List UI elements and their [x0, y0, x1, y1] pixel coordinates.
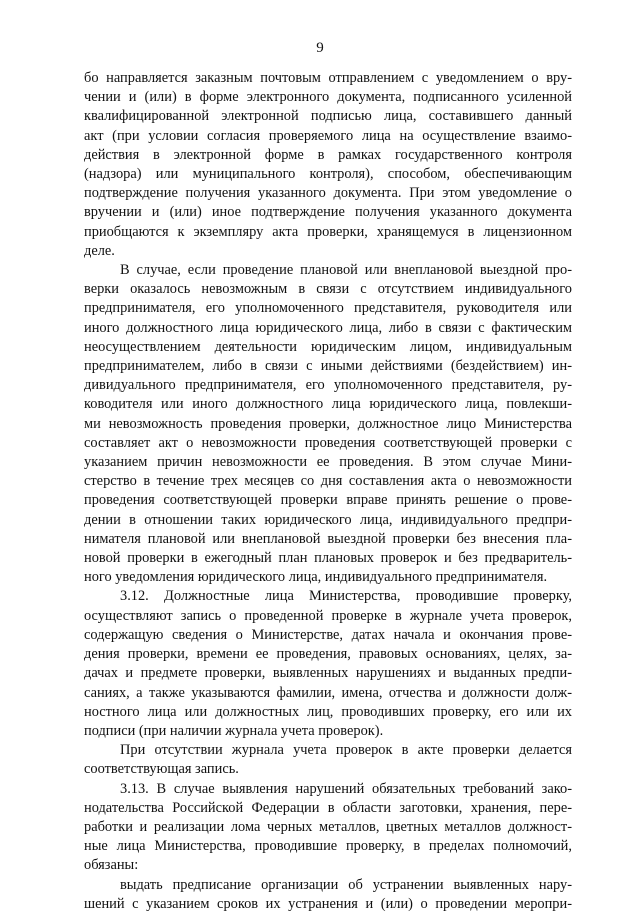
text-line: квалифицированной электронной подписью лица, составившего данный: [84, 108, 572, 125]
text-line: неосуществлением деятельности юридическим лицом, индивидуальным: [84, 338, 572, 355]
text-line: стерство в течение трех месяцев со дня составления акта о невозможности: [84, 473, 572, 490]
text-line: действия в электронной форме в рамках государственного контроля: [84, 146, 572, 163]
text-line: саниях, а также указываются фамилии, имена, отчества и должности долж-: [84, 684, 572, 701]
text-line: подписи (при наличии журнала учета проверок).: [84, 722, 384, 739]
text-line: чении и (или) в форме электронного документа, подписанного усиленной: [84, 89, 572, 106]
document-body: [84, 69, 572, 914]
text-line: дивидуального предпринимателя, его уполномоченного представителя, ру-: [84, 377, 572, 394]
text-line: обязаны:: [84, 857, 139, 874]
text-line: указанием причин невозможности ее проведения. В этом случае Мини-: [84, 454, 572, 471]
text-line: приобщаются к экземпляру акта проверки, хранящемуся в лицензионном: [84, 223, 572, 240]
text-line: иного должностного лица юридического лица, либо в связи с фактическим: [84, 319, 572, 336]
text-line: нодательства Российской Федерации в области заготовки, хранения, пере-: [84, 799, 572, 816]
text-line: подтверждение получения указанного документа. При этом уведомление о: [84, 185, 572, 202]
text-line: соответствующая запись.: [84, 761, 239, 778]
text-line: ные лица Министерства, проводившие проверку, в пределах полномочий,: [84, 838, 572, 855]
text-line: выдать предписание организации об устранении выявленных нару-: [120, 876, 572, 893]
text-line: ного уведомления юридического лица, индивидуального предпринимателя.: [84, 569, 548, 586]
text-line: вручении и (или) иное подтверждение получения указанного документа: [84, 204, 572, 221]
text-line: бо направляется заказным почтовым отправлением с уведомлением о вру-: [84, 70, 572, 86]
text-line: работки и реализации лома черных металлов, цветных металлов должност-: [84, 818, 572, 835]
text-line: При отсутствии журнала учета проверок в акте проверки делается: [120, 742, 572, 759]
text-line: предпринимателем, либо в связи с иными действиями (бездействием) ин-: [84, 358, 572, 375]
text-line: 3.13. В случае выявления нарушений обязательных требований зако-: [120, 780, 572, 797]
text-line: дения проверки, времени ее проведения, правовых основаниях, целях, за-: [84, 646, 572, 663]
text-line: содержащую сведения о Министерстве, датах начала и окончания прове-: [84, 626, 572, 643]
text-line: новой проверки в ежегодный план плановых проверок и без предваритель-: [84, 550, 572, 567]
text-line: ностного лица или должностных лиц, проводивших проверку, его или их: [84, 703, 572, 720]
text-line: осуществляют запись о проведенной проверке в журнале учета проверок,: [84, 607, 572, 624]
text-line: акт (при условии согласия проверяемого лица на осуществление взаимо-: [84, 127, 572, 144]
text-line: шений с указанием сроков их устранения и (или) о проведении меропри-: [84, 895, 572, 912]
text-line: нимателя плановой или внеплановой выездной проверки без внесения пла-: [84, 530, 572, 547]
text-line: 3.12. Должностные лица Министерства, проводившие проверку,: [120, 588, 572, 605]
text-line: ми невозможность проведения проверки, должностное лицо Министерства: [84, 415, 572, 432]
text-line: составляет акт о невозможности проведения соответствующей проверки с: [84, 434, 572, 451]
text-line: ководителя или иного должностного лица юридического лица, повлекши-: [84, 396, 572, 413]
text-line: В случае, если проведение плановой или внеплановой выездной про-: [120, 262, 572, 279]
text-line: предпринимателя, его уполномоченного представителя, руководителя или: [84, 300, 572, 317]
text-line: проведения соответствующей проверки вправе принять решение о прове-: [84, 492, 572, 509]
page-number: 9: [316, 40, 324, 56]
text-line: (надзора) или муниципального контроля), способом, обеспечивающим: [84, 166, 572, 183]
text-line: верки оказалось невозможным в связи с отсутствием индивидуального: [84, 281, 572, 298]
text-line: дачах и предмете проверки, выявленных нарушениях и выданных предпи-: [84, 665, 572, 682]
text-line: дении в отношении таких юридического лица, индивидуального предпри-: [84, 511, 572, 528]
text-line: деле.: [84, 242, 115, 259]
